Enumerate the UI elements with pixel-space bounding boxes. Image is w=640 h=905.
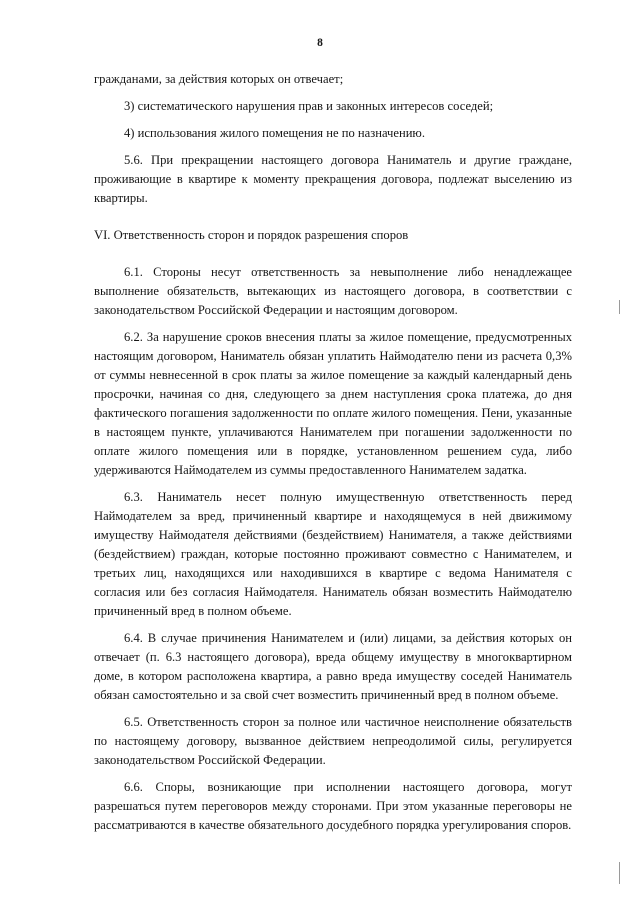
paragraph-6-6: 6.6. Споры, возникающие при исполнении настоящего договора, могут разрешаться путем переговоров между сторонами. При этом указанные переговоры не рассматриваются в качестве обязательного досудебного порядка урегулирования споров. <box>94 780 572 832</box>
paragraph-item-3: 3) систематического нарушения прав и законных интересов соседей; <box>124 99 494 113</box>
page-number: 8 <box>317 37 323 49</box>
paragraph-6-5: 6.5. Ответственность сторон за полное или частичное неисполнение обязательств по настоящему договору, вызванное действием непреодолимой силы, регулируется законодательством Российской Федерации. <box>94 715 572 767</box>
paragraph-item-4: 4) использования жилого помещения не по назначению. <box>124 126 425 140</box>
paragraph-continuation: гражданами, за действия которых он отвечает; <box>94 72 344 86</box>
scan-edge-mark-lower <box>619 862 620 884</box>
section-6-heading: VI. Ответственность сторон и порядок разрешения споров <box>94 228 409 242</box>
paragraph-6-1: 6.1. Стороны несут ответственность за невыполнение либо ненадлежащее выполнение обязательств, вытекающих из настоящего договора, в соответствии с законодательством Российской Федерации и настоящим договором. <box>94 265 572 317</box>
paragraph-6-2: 6.2. За нарушение сроков внесения платы за жилое помещение, предусмотренных настоящим договором, Наниматель обязан уплатить Наймодателю пени из расчета 0,3% от суммы невнесенной в срок платы за жилое помещение за каждый календарный день просрочки, начиная со дня, следующего за днем наступления срока платежа, до дня фактического погашения задолженности по оплате жилого помещения. Пени, указанные в настоящем пункте, уплачиваются Нанимателем при погашении задолженности по оплате жилого помещения или в порядке, установленном решением суда, либо удерживаются Наймодателем из суммы предоставленного Нанимателем задатка. <box>94 330 572 477</box>
paragraph-6-4: 6.4. В случае причинения Нанимателем и (или) лицами, за действия которых он отвечает (п. 6.3 настоящего договора), вреда общему имуществу в многоквартирном доме, в котором расположена квартира, а равно вреда имуществу соседей Наниматель обязан самостоятельно и за свой счет возместить причиненный вред в полном объеме. <box>94 631 572 702</box>
scan-edge-mark-upper <box>619 300 620 314</box>
paragraph-5-6: 5.6. При прекращении настоящего договора Наниматель и другие граждане, проживающие в квартире к моменту прекращения договора, подлежат выселению из квартиры. <box>94 153 572 205</box>
document-body <box>94 70 572 835</box>
paragraph-6-3: 6.3. Наниматель несет полную имущественную ответственность перед Наймодателем за вред, причиненный квартире и находящемуся в ней движимому имуществу Наймодателя действиями (бездействием) Нанимателя, а также действиями (бездействием) граждан, которые постоянно проживают совместно с Нанимателем, и третьих лиц, находящихся или находившихся в квартире с ведома Нанимателя с согласия или без согласия Наймодателя. Наниматель обязан возместить Наймодателю причиненный вред в полном объеме. <box>94 490 572 618</box>
